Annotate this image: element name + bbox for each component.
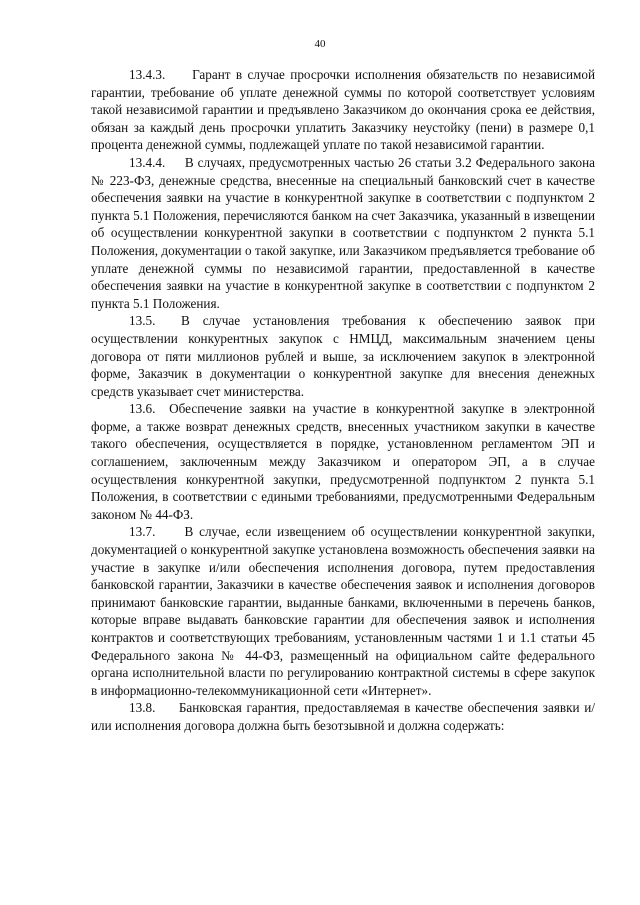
paragraph-13-7: 13.7. В случае, если извещением об осуществлении конкурентной закупки, документацией о конкурентной закупке установлена возможность обеспечения заявки на участие в закупке и/или обеспечения исполнения договора, путем предоставления банковской гарантии, Заказчики в качестве обеспечения заявок и исполнения договоров принимают банковские гарантии, выданные банками, включенными в перечень банков, которые вправе выдавать банковские гарантии для обеспечения заявок и исполнения контрактов и соответствующих требованиям, установленным частями 1 и 1.1 статьи 45 Федерального закона № 44-ФЗ, размещенный на официальном сайте федерального органа исполнительной власти по регулированию контрактной системы в сфере закупок в информационно-телекоммуникационной сети «Интернет». [91, 524, 595, 698]
document-body [91, 66, 595, 735]
paragraph-13-4-3: 13.4.3. Гарант в случае просрочки исполнения обязательств по независимой гарантии, требование об уплате денежной суммы по которой соответствует условиям такой независимой гарантии и предъявлено Заказчиком до окончания срока ее действия, обязан за каждый день просрочки уплатить Заказчику неустойку (пени) в размере 0,1 процента денежной суммы, подлежащей уплате по такой независимой гарантии. [91, 67, 595, 153]
paragraph-13-8: 13.8. Банковская гарантия, предоставляемая в качестве обеспечения заявки и/или исполнения договора должна быть безотзывной и должна содержать: [91, 700, 595, 733]
paragraph-13-5: 13.5. В случае установления требования к обеспечению заявок при осуществлении конкурентных закупок с НМЦД, максимальным значением цены договора от пяти миллионов рублей и выше, за исключением закупок в электронной форме, Заказчик в документации о конкурентной закупке для внесения денежных средств указывает счет министерства. [91, 313, 595, 399]
page-number: 40 [314, 38, 326, 50]
paragraph-13-6: 13.6. Обеспечение заявки на участие в конкурентной закупке в электронной форме, а также возврат денежных средств, внесенных участником закупки в качестве такого обеспечения, осуществляется в порядке, установленном регламентом ЭП и соглашением, заключенным между Заказчиком и оператором ЭП, а в случае осуществления конкурентной закупки, предусмотренной подпунктом 2 пункта 5.1 Положения, в соответствии с едиными требованиями, предусмотренными Федеральным законом № 44-ФЗ. [91, 401, 595, 522]
paragraph-13-4-4: 13.4.4. В случаях, предусмотренных частью 26 статьи 3.2 Федерального закона № 223-ФЗ, денежные средства, внесенные на специальный банковский счет в качестве обеспечения заявки на участие в конкурентной закупке в соответствии с подпунктом 2 пункта 5.1 Положения, перечисляются банком на счет Заказчика, указанный в извещении об осуществлении конкурентной закупки в соответствии с подпунктом 2 пункта 5.1 Положения, документации о такой закупке, или Заказчиком предъявляется требование об уплате денежной суммы по независимой гарантии, предоставленной в качестве обеспечения заявки на участие в конкурентной закупке в соответствии с подпунктом 2 пункта 5.1 Положения. [91, 154, 595, 311]
